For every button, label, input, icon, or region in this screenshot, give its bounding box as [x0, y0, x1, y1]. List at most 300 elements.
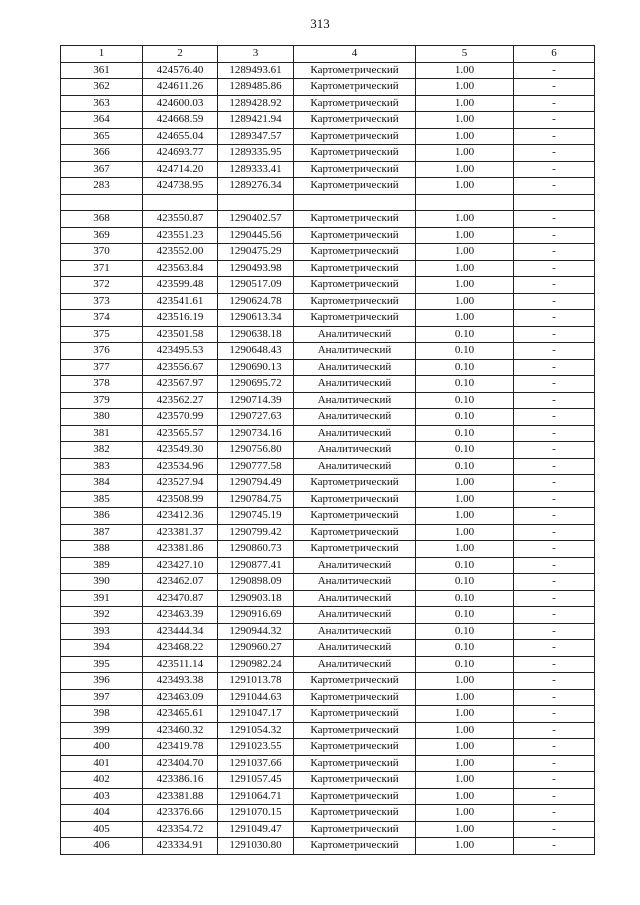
accuracy-cell: 1.00: [416, 260, 514, 277]
method-cell: Аналитический: [294, 425, 416, 442]
point-number-cell: 380: [61, 409, 143, 426]
x-coordinate-cell: 423550.87: [143, 211, 218, 228]
method-cell: Аналитический: [294, 640, 416, 657]
note-cell: -: [514, 673, 595, 690]
table-row: [61, 722, 595, 739]
x-coordinate-cell: 423551.23: [143, 227, 218, 244]
table-row: [61, 772, 595, 789]
accuracy-cell: 1.00: [416, 755, 514, 772]
x-coordinate-cell: 424714.20: [143, 161, 218, 178]
note-cell: -: [514, 277, 595, 294]
accuracy-cell: 1.00: [416, 293, 514, 310]
point-number-cell: 361: [61, 62, 143, 79]
note-cell: -: [514, 689, 595, 706]
y-coordinate-cell: 1289333.41: [218, 161, 294, 178]
accuracy-cell: 0.10: [416, 590, 514, 607]
method-cell: Аналитический: [294, 359, 416, 376]
y-coordinate-cell: 1289335.95: [218, 145, 294, 162]
method-cell: Картометрический: [294, 788, 416, 805]
table-row: [61, 359, 595, 376]
note-cell: -: [514, 475, 595, 492]
x-coordinate-cell: 423470.87: [143, 590, 218, 607]
note-cell: -: [514, 128, 595, 145]
method-cell: Картометрический: [294, 145, 416, 162]
note-cell: -: [514, 788, 595, 805]
note-cell: -: [514, 161, 595, 178]
x-coordinate-cell: 423562.27: [143, 392, 218, 409]
method-cell: Картометрический: [294, 128, 416, 145]
note-cell: -: [514, 244, 595, 261]
y-coordinate-cell: 1291044.63: [218, 689, 294, 706]
method-cell: Картометрический: [294, 821, 416, 838]
accuracy-cell: 0.10: [416, 458, 514, 475]
note-cell: -: [514, 491, 595, 508]
method-cell: Картометрический: [294, 475, 416, 492]
method-cell: Аналитический: [294, 458, 416, 475]
y-coordinate-cell: 1291064.71: [218, 788, 294, 805]
y-coordinate-cell: 1290517.09: [218, 277, 294, 294]
y-coordinate-cell: 1290898.09: [218, 574, 294, 591]
x-coordinate-cell: 423412.36: [143, 508, 218, 525]
accuracy-cell: 1.00: [416, 838, 514, 855]
accuracy-cell: [416, 194, 514, 211]
y-coordinate-cell: 1291049.47: [218, 821, 294, 838]
y-coordinate-cell: 1290734.16: [218, 425, 294, 442]
table-row: [61, 541, 595, 558]
note-cell: -: [514, 656, 595, 673]
accuracy-cell: 1.00: [416, 227, 514, 244]
y-coordinate-cell: 1290799.42: [218, 524, 294, 541]
point-number-cell: 391: [61, 590, 143, 607]
method-cell: Аналитический: [294, 442, 416, 459]
x-coordinate-cell: 423527.94: [143, 475, 218, 492]
y-coordinate-cell: 1290756.80: [218, 442, 294, 459]
point-number-cell: 364: [61, 112, 143, 129]
y-coordinate-cell: 1290493.98: [218, 260, 294, 277]
x-coordinate-cell: 423462.07: [143, 574, 218, 591]
x-coordinate-cell: 423465.61: [143, 706, 218, 723]
method-cell: Картометрический: [294, 805, 416, 822]
table-row: [61, 392, 595, 409]
note-cell: -: [514, 772, 595, 789]
y-coordinate-cell: 1291023.55: [218, 739, 294, 756]
point-number-cell: 403: [61, 788, 143, 805]
x-coordinate-cell: 423549.30: [143, 442, 218, 459]
y-coordinate-cell: 1290402.57: [218, 211, 294, 228]
method-cell: Картометрический: [294, 211, 416, 228]
method-cell: Аналитический: [294, 574, 416, 591]
accuracy-cell: 1.00: [416, 244, 514, 261]
method-cell: Картометрический: [294, 79, 416, 96]
x-coordinate-cell: 423493.38: [143, 673, 218, 690]
accuracy-cell: 0.10: [416, 376, 514, 393]
point-number-cell: 396: [61, 673, 143, 690]
point-number-cell: 362: [61, 79, 143, 96]
accuracy-cell: 0.10: [416, 656, 514, 673]
point-number-cell: 368: [61, 211, 143, 228]
table-row: [61, 128, 595, 145]
point-number-cell: 377: [61, 359, 143, 376]
table-row: [61, 161, 595, 178]
x-coordinate-cell: 423404.70: [143, 755, 218, 772]
note-cell: -: [514, 178, 595, 195]
accuracy-cell: 1.00: [416, 211, 514, 228]
note-cell: -: [514, 260, 595, 277]
table-row: [61, 376, 595, 393]
y-coordinate-cell: 1290860.73: [218, 541, 294, 558]
column-header: 4: [294, 46, 416, 63]
table-row: [61, 607, 595, 624]
table-row: [61, 574, 595, 591]
column-header: 1: [61, 46, 143, 63]
x-coordinate-cell: 423444.34: [143, 623, 218, 640]
point-number-cell: 379: [61, 392, 143, 409]
accuracy-cell: 0.10: [416, 409, 514, 426]
x-coordinate-cell: 423541.61: [143, 293, 218, 310]
method-cell: Картометрический: [294, 95, 416, 112]
table-row: [61, 706, 595, 723]
y-coordinate-cell: 1289485.86: [218, 79, 294, 96]
x-coordinate-cell: 424738.95: [143, 178, 218, 195]
table-row: [61, 689, 595, 706]
note-cell: -: [514, 524, 595, 541]
method-cell: Аналитический: [294, 392, 416, 409]
method-cell: Аналитический: [294, 623, 416, 640]
accuracy-cell: 1.00: [416, 62, 514, 79]
note-cell: -: [514, 359, 595, 376]
y-coordinate-cell: 1290877.41: [218, 557, 294, 574]
table-header: [61, 46, 595, 63]
accuracy-cell: 1.00: [416, 689, 514, 706]
accuracy-cell: 0.10: [416, 392, 514, 409]
table-row: [61, 524, 595, 541]
table-row: [61, 640, 595, 657]
table-row: [61, 475, 595, 492]
y-coordinate-cell: 1290944.32: [218, 623, 294, 640]
accuracy-cell: 1.00: [416, 821, 514, 838]
x-coordinate-cell: 423501.58: [143, 326, 218, 343]
method-cell: Картометрический: [294, 277, 416, 294]
table-row: [61, 277, 595, 294]
method-cell: Аналитический: [294, 656, 416, 673]
header-row: [61, 46, 595, 63]
method-cell: Картометрический: [294, 541, 416, 558]
method-cell: Картометрический: [294, 689, 416, 706]
point-number-cell: 406: [61, 838, 143, 855]
y-coordinate-cell: 1291047.17: [218, 706, 294, 723]
table-row: [61, 557, 595, 574]
method-cell: Картометрический: [294, 178, 416, 195]
point-number-cell: 389: [61, 557, 143, 574]
y-coordinate-cell: 1289421.94: [218, 112, 294, 129]
table-row: [61, 623, 595, 640]
y-coordinate-cell: 1290638.18: [218, 326, 294, 343]
y-coordinate-cell: 1290445.56: [218, 227, 294, 244]
accuracy-cell: 0.10: [416, 343, 514, 360]
method-cell: Аналитический: [294, 607, 416, 624]
accuracy-cell: 1.00: [416, 112, 514, 129]
note-cell: -: [514, 326, 595, 343]
x-coordinate-cell: 423376.66: [143, 805, 218, 822]
y-coordinate-cell: 1290903.18: [218, 590, 294, 607]
accuracy-cell: 1.00: [416, 508, 514, 525]
point-number-cell: 369: [61, 227, 143, 244]
x-coordinate-cell: 423381.88: [143, 788, 218, 805]
x-coordinate-cell: 423381.37: [143, 524, 218, 541]
x-coordinate-cell: 423386.16: [143, 772, 218, 789]
accuracy-cell: 0.10: [416, 442, 514, 459]
table-row: [61, 178, 595, 195]
point-number-cell: 381: [61, 425, 143, 442]
y-coordinate-cell: 1290690.13: [218, 359, 294, 376]
method-cell: Картометрический: [294, 293, 416, 310]
table-row: [61, 673, 595, 690]
method-cell: Аналитический: [294, 326, 416, 343]
note-cell: -: [514, 607, 595, 624]
y-coordinate-cell: 1290960.27: [218, 640, 294, 657]
accuracy-cell: 1.00: [416, 95, 514, 112]
point-number-cell: 392: [61, 607, 143, 624]
accuracy-cell: 1.00: [416, 161, 514, 178]
accuracy-cell: 1.00: [416, 805, 514, 822]
accuracy-cell: 0.10: [416, 326, 514, 343]
method-cell: Картометрический: [294, 161, 416, 178]
point-number-cell: 394: [61, 640, 143, 657]
column-header: 3: [218, 46, 294, 63]
accuracy-cell: 1.00: [416, 788, 514, 805]
x-coordinate-cell: 423354.72: [143, 821, 218, 838]
note-cell: -: [514, 293, 595, 310]
x-coordinate-cell: 423508.99: [143, 491, 218, 508]
x-coordinate-cell: 424576.40: [143, 62, 218, 79]
point-number-cell: 404: [61, 805, 143, 822]
accuracy-cell: 1.00: [416, 178, 514, 195]
point-number-cell: 385: [61, 491, 143, 508]
note-cell: -: [514, 640, 595, 657]
table-row: [61, 838, 595, 855]
x-coordinate-cell: 423516.19: [143, 310, 218, 327]
point-number-cell: 370: [61, 244, 143, 261]
y-coordinate-cell: 1291030.80: [218, 838, 294, 855]
note-cell: -: [514, 508, 595, 525]
x-coordinate-cell: 424655.04: [143, 128, 218, 145]
y-coordinate-cell: 1291057.45: [218, 772, 294, 789]
y-coordinate-cell: 1290624.78: [218, 293, 294, 310]
x-coordinate-cell: 423463.39: [143, 607, 218, 624]
y-coordinate-cell: 1289428.92: [218, 95, 294, 112]
accuracy-cell: 1.00: [416, 145, 514, 162]
column-header: 6: [514, 46, 595, 63]
point-number-cell: 400: [61, 739, 143, 756]
y-coordinate-cell: 1290777.58: [218, 458, 294, 475]
point-number-cell: 372: [61, 277, 143, 294]
point-number-cell: 383: [61, 458, 143, 475]
table-row: [61, 458, 595, 475]
point-number-cell: 374: [61, 310, 143, 327]
point-number-cell: 366: [61, 145, 143, 162]
accuracy-cell: 0.10: [416, 607, 514, 624]
table-row: [61, 310, 595, 327]
accuracy-cell: 1.00: [416, 524, 514, 541]
x-coordinate-cell: 423599.48: [143, 277, 218, 294]
note-cell: -: [514, 557, 595, 574]
method-cell: Картометрический: [294, 227, 416, 244]
accuracy-cell: 0.10: [416, 557, 514, 574]
note-cell: -: [514, 739, 595, 756]
accuracy-cell: 0.10: [416, 640, 514, 657]
point-number-cell: 398: [61, 706, 143, 723]
point-number-cell: 382: [61, 442, 143, 459]
point-number-cell: 283: [61, 178, 143, 195]
note-cell: -: [514, 392, 595, 409]
method-cell: Картометрический: [294, 838, 416, 855]
accuracy-cell: 1.00: [416, 491, 514, 508]
note-cell: -: [514, 755, 595, 772]
note-cell: -: [514, 227, 595, 244]
y-coordinate-cell: 1290475.29: [218, 244, 294, 261]
y-coordinate-cell: 1290695.72: [218, 376, 294, 393]
table-row: [61, 491, 595, 508]
method-cell: Картометрический: [294, 772, 416, 789]
accuracy-cell: 1.00: [416, 722, 514, 739]
accuracy-cell: 1.00: [416, 277, 514, 294]
y-coordinate-cell: [218, 194, 294, 211]
point-number-cell: 375: [61, 326, 143, 343]
accuracy-cell: 1.00: [416, 673, 514, 690]
method-cell: Картометрический: [294, 62, 416, 79]
table-row: [61, 244, 595, 261]
point-number-cell: 363: [61, 95, 143, 112]
x-coordinate-cell: 423511.14: [143, 656, 218, 673]
point-number-cell: 384: [61, 475, 143, 492]
table-row: [61, 112, 595, 129]
method-cell: Картометрический: [294, 260, 416, 277]
accuracy-cell: 1.00: [416, 706, 514, 723]
method-cell: Аналитический: [294, 343, 416, 360]
method-cell: Картометрический: [294, 706, 416, 723]
point-number-cell: 390: [61, 574, 143, 591]
table-row: [61, 821, 595, 838]
y-coordinate-cell: 1290982.24: [218, 656, 294, 673]
note-cell: -: [514, 821, 595, 838]
x-coordinate-cell: 423567.97: [143, 376, 218, 393]
note-cell: -: [514, 590, 595, 607]
y-coordinate-cell: 1289347.57: [218, 128, 294, 145]
note-cell: -: [514, 805, 595, 822]
x-coordinate-cell: 423563.84: [143, 260, 218, 277]
method-cell: [294, 194, 416, 211]
x-coordinate-cell: 424693.77: [143, 145, 218, 162]
note-cell: -: [514, 310, 595, 327]
note-cell: -: [514, 574, 595, 591]
table-row: [61, 788, 595, 805]
note-cell: -: [514, 211, 595, 228]
x-coordinate-cell: 423556.67: [143, 359, 218, 376]
y-coordinate-cell: 1290784.75: [218, 491, 294, 508]
x-coordinate-cell: 423468.22: [143, 640, 218, 657]
x-coordinate-cell: 423381.86: [143, 541, 218, 558]
method-cell: Картометрический: [294, 722, 416, 739]
x-coordinate-cell: 423495.53: [143, 343, 218, 360]
point-number-cell: 371: [61, 260, 143, 277]
note-cell: -: [514, 722, 595, 739]
table-row: [61, 145, 595, 162]
y-coordinate-cell: 1289493.61: [218, 62, 294, 79]
table-row: [61, 590, 595, 607]
y-coordinate-cell: 1290745.19: [218, 508, 294, 525]
table-row: [61, 442, 595, 459]
note-cell: -: [514, 112, 595, 129]
accuracy-cell: 0.10: [416, 425, 514, 442]
point-number-cell: 402: [61, 772, 143, 789]
x-coordinate-cell: 423427.10: [143, 557, 218, 574]
note-cell: -: [514, 62, 595, 79]
table-row: [61, 425, 595, 442]
x-coordinate-cell: 423570.99: [143, 409, 218, 426]
point-number-cell: 399: [61, 722, 143, 739]
note-cell: -: [514, 706, 595, 723]
method-cell: Аналитический: [294, 409, 416, 426]
note-cell: -: [514, 425, 595, 442]
point-number-cell: 373: [61, 293, 143, 310]
point-number-cell: 376: [61, 343, 143, 360]
method-cell: Картометрический: [294, 491, 416, 508]
x-coordinate-cell: 424668.59: [143, 112, 218, 129]
point-number-cell: 401: [61, 755, 143, 772]
table-row: [61, 293, 595, 310]
x-coordinate-cell: 423334.91: [143, 838, 218, 855]
method-cell: Аналитический: [294, 557, 416, 574]
table-row: [61, 508, 595, 525]
x-coordinate-cell: [143, 194, 218, 211]
method-cell: Картометрический: [294, 673, 416, 690]
table-row: [61, 409, 595, 426]
y-coordinate-cell: 1291054.32: [218, 722, 294, 739]
method-cell: Картометрический: [294, 310, 416, 327]
point-number-cell: 387: [61, 524, 143, 541]
note-cell: -: [514, 838, 595, 855]
point-number-cell: 393: [61, 623, 143, 640]
point-number-cell: [61, 194, 143, 211]
note-cell: -: [514, 145, 595, 162]
y-coordinate-cell: 1290648.43: [218, 343, 294, 360]
table-row: [61, 79, 595, 96]
note-cell: -: [514, 95, 595, 112]
note-cell: -: [514, 541, 595, 558]
table-row: [61, 211, 595, 228]
point-number-cell: 405: [61, 821, 143, 838]
method-cell: Картометрический: [294, 739, 416, 756]
table-row: [61, 62, 595, 79]
table-row: [61, 343, 595, 360]
method-cell: Картометрический: [294, 508, 416, 525]
note-cell: -: [514, 409, 595, 426]
note-cell: -: [514, 623, 595, 640]
accuracy-cell: 1.00: [416, 475, 514, 492]
note-cell: -: [514, 442, 595, 459]
y-coordinate-cell: 1291013.78: [218, 673, 294, 690]
y-coordinate-cell: 1290794.49: [218, 475, 294, 492]
point-number-cell: 395: [61, 656, 143, 673]
table-row: [61, 755, 595, 772]
accuracy-cell: 1.00: [416, 79, 514, 96]
column-header: 5: [416, 46, 514, 63]
table-row: [61, 194, 595, 211]
x-coordinate-cell: 423460.32: [143, 722, 218, 739]
method-cell: Аналитический: [294, 376, 416, 393]
y-coordinate-cell: 1291037.66: [218, 755, 294, 772]
point-number-cell: 367: [61, 161, 143, 178]
